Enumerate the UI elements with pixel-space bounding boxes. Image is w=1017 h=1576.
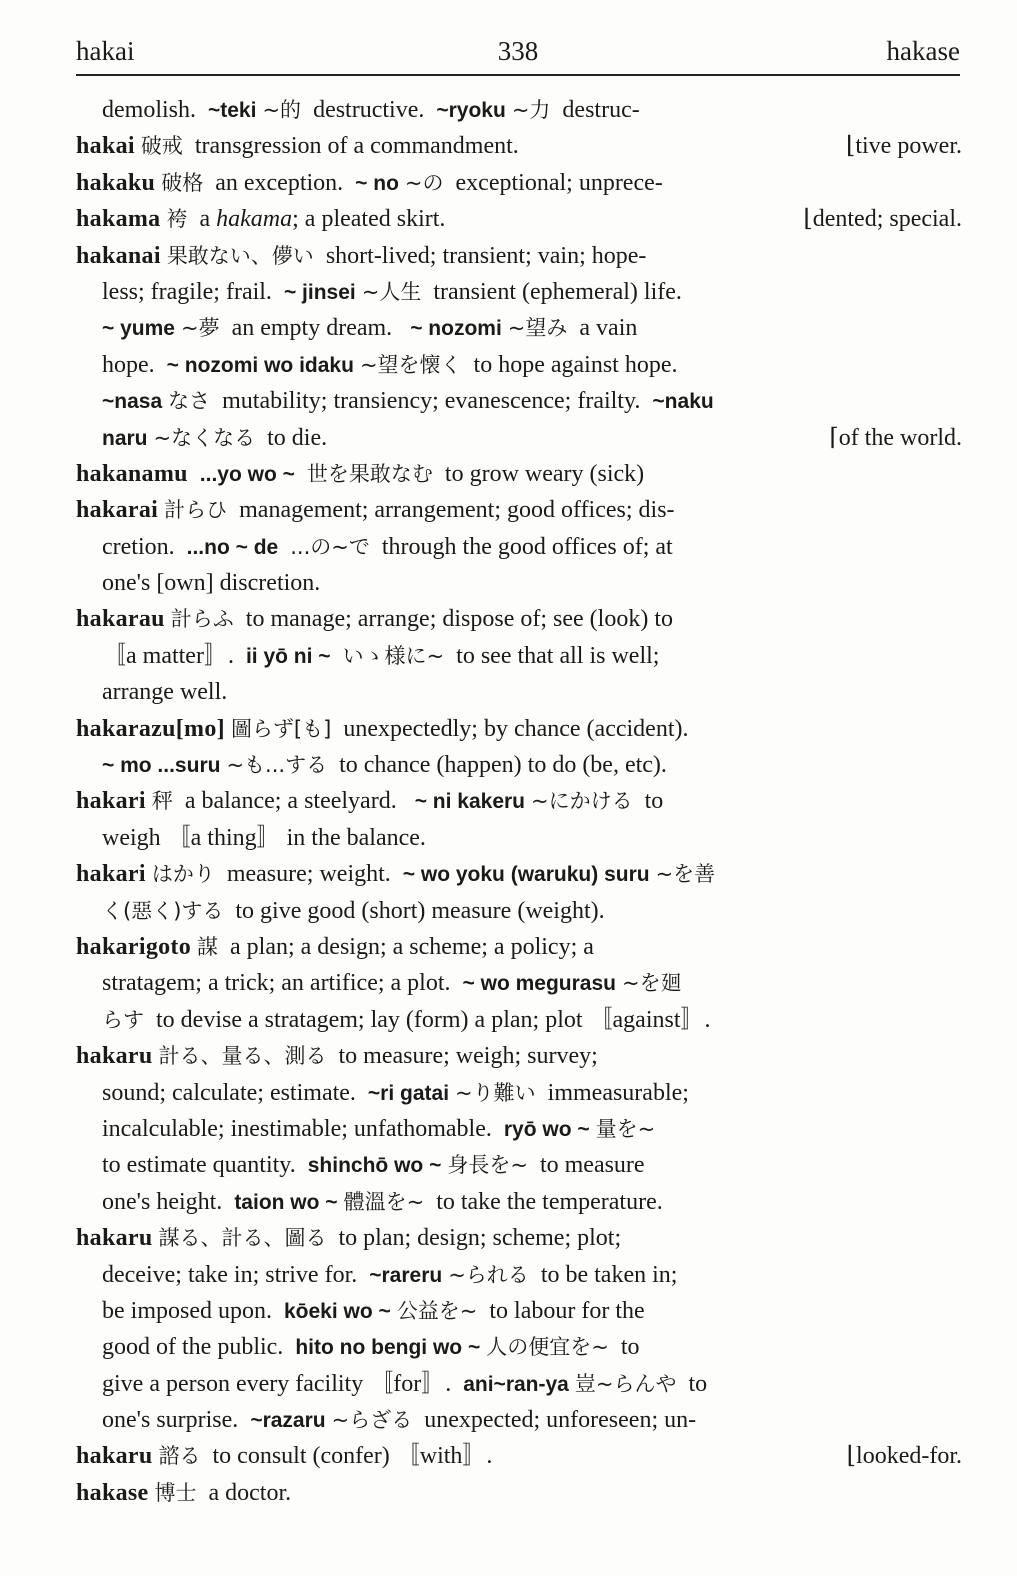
gloss-text: a plan; a design; a scheme; a policy; a <box>218 933 594 960</box>
headword: hakaru <box>76 1043 153 1070</box>
gloss-text: demolish. <box>102 97 208 123</box>
gloss-text: mutability; transiency; evanescence; frailty. <box>210 388 653 415</box>
runover-text: ⌊dented; special. <box>803 206 962 233</box>
gloss-text: to <box>608 1334 640 1361</box>
japanese-text: 人の便宜を~ <box>486 1335 609 1360</box>
japanese-text: 謀 <box>197 934 219 959</box>
entry-line <box>76 128 962 164</box>
japanese-text: ~り難い <box>455 1080 536 1105</box>
gloss-text: to take the temperature. <box>424 1188 663 1215</box>
gloss-text <box>295 461 307 487</box>
japanese-text: ~らざる <box>331 1408 413 1433</box>
japanese-text: ~にかける <box>531 789 633 814</box>
entry-line <box>76 1220 962 1256</box>
entry-line <box>76 238 962 274</box>
gloss-text: to give good (short) measure (weight). <box>223 897 605 924</box>
gloss-text: to manage; arrange; dispose of; see (look) to <box>233 606 673 633</box>
gloss-text: 〚a matter〛. <box>102 642 246 669</box>
gloss-text: to be taken in; <box>528 1261 678 1288</box>
gloss-text: one's height. <box>102 1188 235 1215</box>
headword: hakarazu[mo] <box>76 715 225 742</box>
gloss-text: less; fragile; frail. <box>102 278 284 305</box>
gloss-text: to plan; design; scheme; plot; <box>326 1225 622 1252</box>
entry-line <box>76 674 962 710</box>
entry-line <box>76 638 962 674</box>
japanese-text: 博士 <box>154 1480 197 1505</box>
gloss-text <box>331 643 343 669</box>
gloss-text: through the good offices of; at <box>369 533 673 560</box>
gloss-text: to <box>632 788 664 815</box>
japanese-text: く(惡く)する <box>102 898 224 923</box>
gloss-text: one's [own] discretion. <box>102 570 321 597</box>
romaji-phrase: ~teki <box>208 99 257 122</box>
entry-line <box>76 1329 962 1365</box>
japanese-text: ~も...する <box>226 753 328 778</box>
japanese-text: 量を~ <box>595 1116 656 1141</box>
japanese-text: 計る、量る、測る <box>158 1044 327 1069</box>
japanese-text: 身長を~ <box>447 1153 528 1178</box>
italic-term: hakama <box>216 206 293 233</box>
runover-text: ⌊looked-for. <box>846 1443 962 1470</box>
japanese-text: なさ <box>168 389 211 414</box>
romaji-phrase: naru <box>102 426 148 450</box>
entry-line <box>76 1002 962 1038</box>
entry-line <box>76 92 962 128</box>
japanese-text: 世を果敢なむ <box>306 461 433 486</box>
gloss-text: be imposed upon. <box>102 1297 284 1324</box>
gloss-text: stratagem; a trick; an artifice; a plot. <box>102 970 463 997</box>
gloss-text: destruc- <box>550 97 640 123</box>
entry-line <box>76 1438 962 1474</box>
japanese-text: ~力 <box>511 98 551 122</box>
japanese-text: いゝ様に~ <box>342 643 445 668</box>
romaji-phrase: ~ yume <box>102 317 175 341</box>
romaji-phrase: ~ jinsei <box>283 280 356 304</box>
gloss-text: to see that all is well; <box>444 642 660 669</box>
gloss-text: ; a pleated skirt. <box>292 206 446 233</box>
entry-line <box>76 893 962 929</box>
entry-line <box>76 856 962 892</box>
entry-line <box>76 1475 962 1511</box>
entry-line <box>76 1147 962 1183</box>
gloss-text: unexpectedly; by chance (accident). <box>331 715 689 742</box>
japanese-text: ~的 <box>262 98 302 122</box>
headword: hakaru <box>76 1443 153 1470</box>
gloss-text: to die. <box>255 424 328 451</box>
japanese-text: ~を善 <box>655 862 716 887</box>
entry-line <box>76 965 962 1001</box>
gloss-text: deceive; take in; strive for. <box>102 1261 370 1288</box>
headword: hakase <box>76 1479 149 1506</box>
gloss-text: to labour for the <box>477 1297 645 1324</box>
gloss-text: immeasurable; <box>535 1079 689 1106</box>
romaji-phrase: ~ri gatai <box>367 1081 450 1105</box>
entry-line <box>76 274 962 310</box>
gloss-text: to devise a stratagem; lay (form) a plan; plot 〚against〛. <box>144 1006 711 1033</box>
romaji-phrase: ani~ran-ya <box>463 1372 569 1396</box>
runover-text: ⌈of the world. <box>829 424 962 451</box>
romaji-phrase: ~ ni kakeru <box>414 790 526 814</box>
romaji-phrase: ~ wo yoku (waruku) suru <box>402 863 650 887</box>
gloss-text: a doctor. <box>196 1479 292 1506</box>
gloss-text: an exception. <box>203 169 356 196</box>
gloss-text: sound; calculate; estimate. <box>102 1079 368 1106</box>
gloss-text <box>188 461 200 487</box>
romaji-phrase: ryō wo ~ <box>503 1117 590 1141</box>
gloss-text: management; arrangement; good offices; dis- <box>227 497 675 524</box>
romaji-phrase: hito no bengi wo ~ <box>295 1336 481 1360</box>
romaji-phrase: ...yo wo ~ <box>199 462 295 486</box>
romaji-phrase: ~razaru <box>250 1409 326 1433</box>
entry-line <box>76 1111 962 1147</box>
headword: hakari <box>76 788 146 815</box>
gloss-text: to estimate quantity. <box>102 1152 308 1179</box>
entry-line <box>76 347 962 383</box>
gloss-text: to <box>676 1370 708 1397</box>
gloss-text: measure; weight. <box>214 861 403 888</box>
japanese-text: 計らふ <box>170 607 234 632</box>
entry-line <box>76 1075 962 1111</box>
japanese-text: 公益を~ <box>396 1298 478 1323</box>
gloss-text: cretion. <box>102 533 187 560</box>
headword: hakaru <box>76 1225 153 1252</box>
gloss-text: one's surprise. <box>102 1407 251 1434</box>
page-header <box>76 30 960 76</box>
gloss-text: a balance; a steelyard. <box>172 788 415 815</box>
japanese-text: 袴 <box>166 207 188 232</box>
japanese-text: 圖らず[も] <box>230 716 332 741</box>
romaji-phrase: ~naku <box>652 390 714 414</box>
headword: hakari <box>76 861 146 888</box>
gloss-text: an empty dream. <box>219 315 411 342</box>
romaji-phrase: ~ nozomi wo idaku <box>166 353 354 377</box>
entry-line <box>76 456 962 492</box>
japanese-text: ~人生 <box>361 279 422 304</box>
entry-line <box>76 711 962 747</box>
entry-line <box>76 310 962 346</box>
headword: hakarai <box>76 497 159 524</box>
gloss-text: weigh 〚a thing〛 in the balance. <box>102 824 426 851</box>
gloss-text: transgression of a commandment. <box>182 133 519 160</box>
headword: hakarigoto <box>76 933 192 960</box>
gloss-text: to chance (happen) to do (be, etc). <box>327 752 667 779</box>
entry-line <box>76 601 962 637</box>
entry-line <box>76 165 962 201</box>
entry-line <box>76 1184 962 1220</box>
entry-line <box>76 201 962 237</box>
gloss-text: a <box>187 206 217 233</box>
romaji-phrase: ~ mo ...suru <box>102 754 221 778</box>
dictionary-entries <box>76 92 962 1511</box>
romaji-phrase: ~ no <box>355 171 399 195</box>
entry-line <box>76 783 962 819</box>
japanese-text: 秤 <box>151 789 173 814</box>
header-left-guide-word: hakai <box>76 36 135 66</box>
romaji-phrase: kōeki wo ~ <box>283 1299 391 1323</box>
romaji-phrase: taion wo ~ <box>234 1190 338 1214</box>
headword: hakaku <box>76 169 156 196</box>
romaji-phrase: ...no ~ de <box>186 535 279 559</box>
gloss-text: exceptional; unprece- <box>443 169 663 196</box>
romaji-phrase: ~ wo megurasu <box>462 972 616 996</box>
entry-line <box>76 565 962 601</box>
japanese-text: 破戒 <box>140 134 183 159</box>
headword: hakanamu <box>76 460 188 487</box>
entry-line <box>76 1038 962 1074</box>
runover-text: ⌊tive power. <box>845 133 962 160</box>
japanese-text: ~望み <box>507 316 568 341</box>
gloss-text: a vain <box>567 315 638 342</box>
gloss-text <box>278 534 290 560</box>
romaji-phrase: ~ nozomi <box>410 317 502 341</box>
gloss-text: incalculable; inestimable; unfathomable. <box>102 1115 504 1142</box>
romaji-phrase: ~nasa <box>102 390 163 414</box>
gloss-text: good of the public. <box>102 1334 296 1361</box>
headword: hakama <box>76 206 161 233</box>
entry-line <box>76 529 962 565</box>
gloss-text: destructive. <box>301 97 437 123</box>
gloss-text: to hope against hope. <box>461 351 678 378</box>
romaji-phrase: ii yō ni ~ <box>245 644 331 668</box>
entry-line <box>76 420 962 456</box>
japanese-text: ~られる <box>448 1262 529 1287</box>
gloss-text: give a person every facility 〚for〛. <box>102 1370 464 1397</box>
gloss-text: to measure; weigh; survey; <box>326 1043 598 1070</box>
japanese-text: 謀る、計る、圖る <box>158 1226 327 1251</box>
japanese-text: ~夢 <box>180 316 220 341</box>
japanese-text: 果敢ない、儚い <box>166 243 314 268</box>
entry-line <box>76 1402 962 1438</box>
entry-line <box>76 1293 962 1329</box>
entry-line <box>76 1257 962 1293</box>
japanese-text: ~の <box>404 170 444 195</box>
gloss-text: transient (ephemeral) life. <box>421 278 682 305</box>
japanese-text: ~を廻 <box>621 971 682 996</box>
gloss-text: short-lived; transient; vain; hope- <box>313 242 647 269</box>
entry-line <box>76 820 962 856</box>
romaji-phrase: ~rareru <box>369 1263 443 1287</box>
entry-line <box>76 383 962 419</box>
japanese-text: ~望を懐く <box>359 352 462 377</box>
page-number: 338 <box>497 36 539 66</box>
entry-line <box>76 1366 962 1402</box>
romaji-phrase: shinchō wo ~ <box>307 1154 442 1178</box>
gloss-text: hope. <box>102 351 167 378</box>
gloss-text: to measure <box>527 1152 645 1179</box>
japanese-text: はかり <box>151 862 215 887</box>
japanese-text: 破格 <box>161 170 204 195</box>
japanese-text: 計らひ <box>164 498 228 523</box>
gloss-text: to consult (confer) 〚with〛. <box>200 1443 493 1470</box>
entry-line <box>76 929 962 965</box>
japanese-text: ~なくなる <box>153 425 256 450</box>
gloss-text: unexpected; unforeseen; un- <box>412 1407 697 1434</box>
romaji-phrase: ~ryoku <box>436 99 506 122</box>
japanese-text: 體溫を~ <box>343 1189 425 1214</box>
entry-line <box>76 747 962 783</box>
gloss-text: arrange well. <box>102 679 228 706</box>
header-right-guide-word: hakase <box>886 36 960 66</box>
entry-line <box>76 492 962 528</box>
headword: hakanai <box>76 242 161 269</box>
gloss-text: to grow weary (sick) <box>432 460 645 487</box>
japanese-text: らす <box>102 1007 144 1032</box>
japanese-text: 諮る <box>158 1444 201 1469</box>
japanese-text: 豈~らんや <box>574 1371 677 1396</box>
headword: hakarau <box>76 606 165 633</box>
headword: hakai <box>76 133 135 160</box>
japanese-text: ...の~で <box>290 534 370 559</box>
